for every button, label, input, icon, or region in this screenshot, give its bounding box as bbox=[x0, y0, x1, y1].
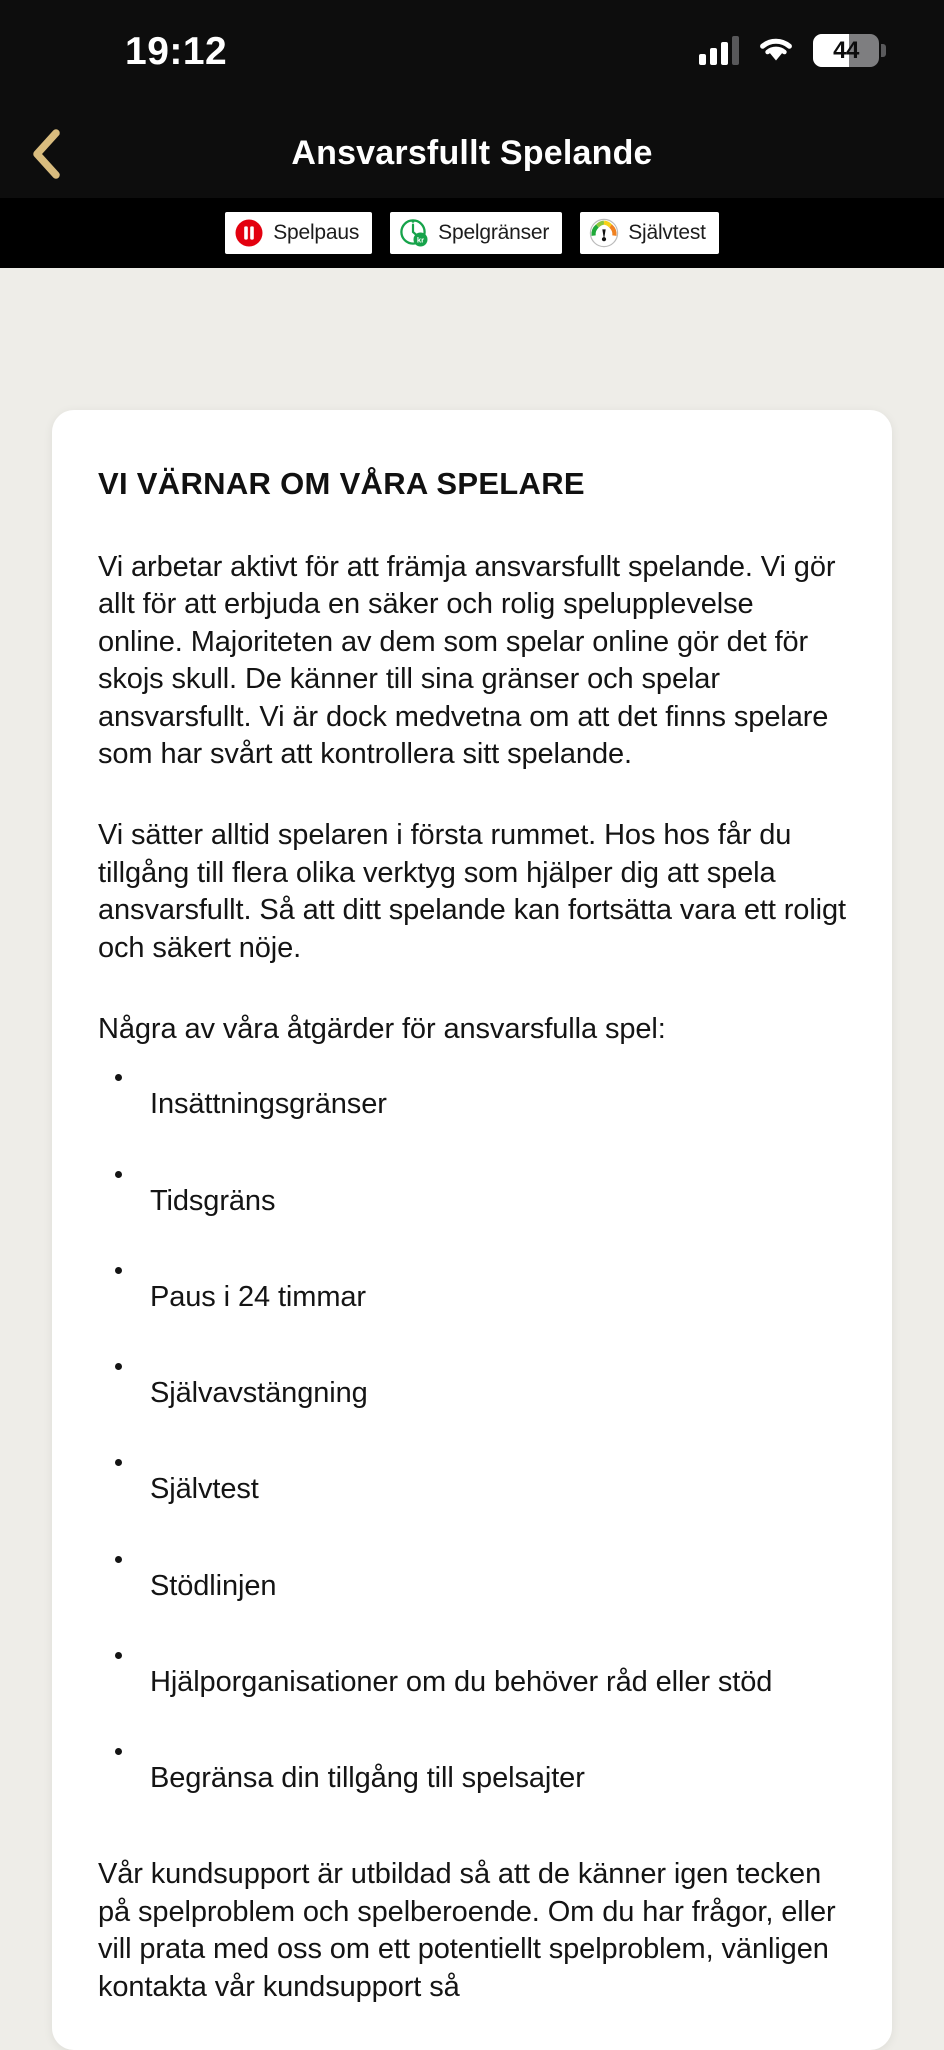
battery-level-text: 44 bbox=[833, 37, 859, 64]
badge-spelgranser[interactable] bbox=[390, 212, 562, 254]
status-bar-time: 19:12 bbox=[125, 30, 228, 73]
list-item: Hjälporganisationer om du behöver råd eller stöd bbox=[98, 1664, 846, 1700]
paragraph-3: Några av våra åtgärder för ansvarsfulla spel: bbox=[98, 1013, 666, 1046]
list-item: Stödlinjen bbox=[98, 1568, 846, 1604]
spelgranser-clock-icon bbox=[399, 218, 429, 248]
spelpaus-pause-icon bbox=[234, 218, 264, 248]
measures-list bbox=[98, 1086, 846, 1796]
chevron-left-icon bbox=[29, 127, 63, 181]
svg-text:kr: kr bbox=[417, 235, 425, 245]
battery-icon bbox=[813, 34, 886, 67]
badge-label: Spelpaus bbox=[273, 221, 360, 244]
card-heading: VI VÄRNAR OM VÅRA SPELARE bbox=[98, 466, 585, 501]
badge-label: Självtest bbox=[628, 221, 706, 244]
sjalvtest-gauge-icon bbox=[589, 218, 619, 248]
status-bar bbox=[0, 0, 944, 108]
list-item: Tidsgräns bbox=[98, 1183, 846, 1219]
list-item: Insättningsgränser bbox=[98, 1086, 846, 1122]
badge-spelpaus[interactable] bbox=[225, 212, 372, 254]
list-item: Självavstängning bbox=[98, 1375, 846, 1411]
responsible-gaming-badge-strip bbox=[0, 198, 944, 268]
cellular-signal-icon bbox=[699, 37, 739, 65]
paragraph-2: Vi sätter alltid spelaren i första rummet. Hos hos får du tillgång till flera olika verktyg som hjälper dig att spela ansvarsfullt. Så att ditt spelande kan fortsätta vara ett roligt och säkert nöje. bbox=[98, 819, 846, 964]
badge-label: Spelgränser bbox=[438, 221, 550, 244]
list-item: Självtest bbox=[98, 1471, 846, 1507]
page-title: Ansvarsfullt Spelande bbox=[291, 133, 653, 172]
paragraph-1: Vi arbetar aktivt för att främja ansvarsfullt spelande. Vi gör allt för att erbjuda en säker och rolig spelupplevelse online. Majoriteten av dem som spelar online gör det för skojs skull. De känner till sina gränser och spelar ansvarsfullt. Vi är dock medvetna om att det finns spelare som har svårt att kontrollera sitt spelande. bbox=[98, 551, 836, 771]
paragraph-4: Vår kundsupport är utbildad så att de känner igen tecken på spelproblem och spelberoende. Om du har frågor, eller vill prata med oss om ett potentiellt spelproblem, vänligen kontakta vår kundsupport så bbox=[98, 1858, 836, 2003]
wifi-icon bbox=[757, 34, 795, 67]
status-bar-indicators bbox=[699, 34, 886, 67]
back-button[interactable] bbox=[8, 116, 84, 192]
nav-bar bbox=[0, 108, 944, 198]
list-item: Begränsa din tillgång till spelsajter bbox=[98, 1760, 846, 1796]
content-card bbox=[52, 410, 892, 2050]
badge-sjalvtest[interactable] bbox=[580, 212, 719, 254]
list-item: Paus i 24 timmar bbox=[98, 1279, 846, 1315]
